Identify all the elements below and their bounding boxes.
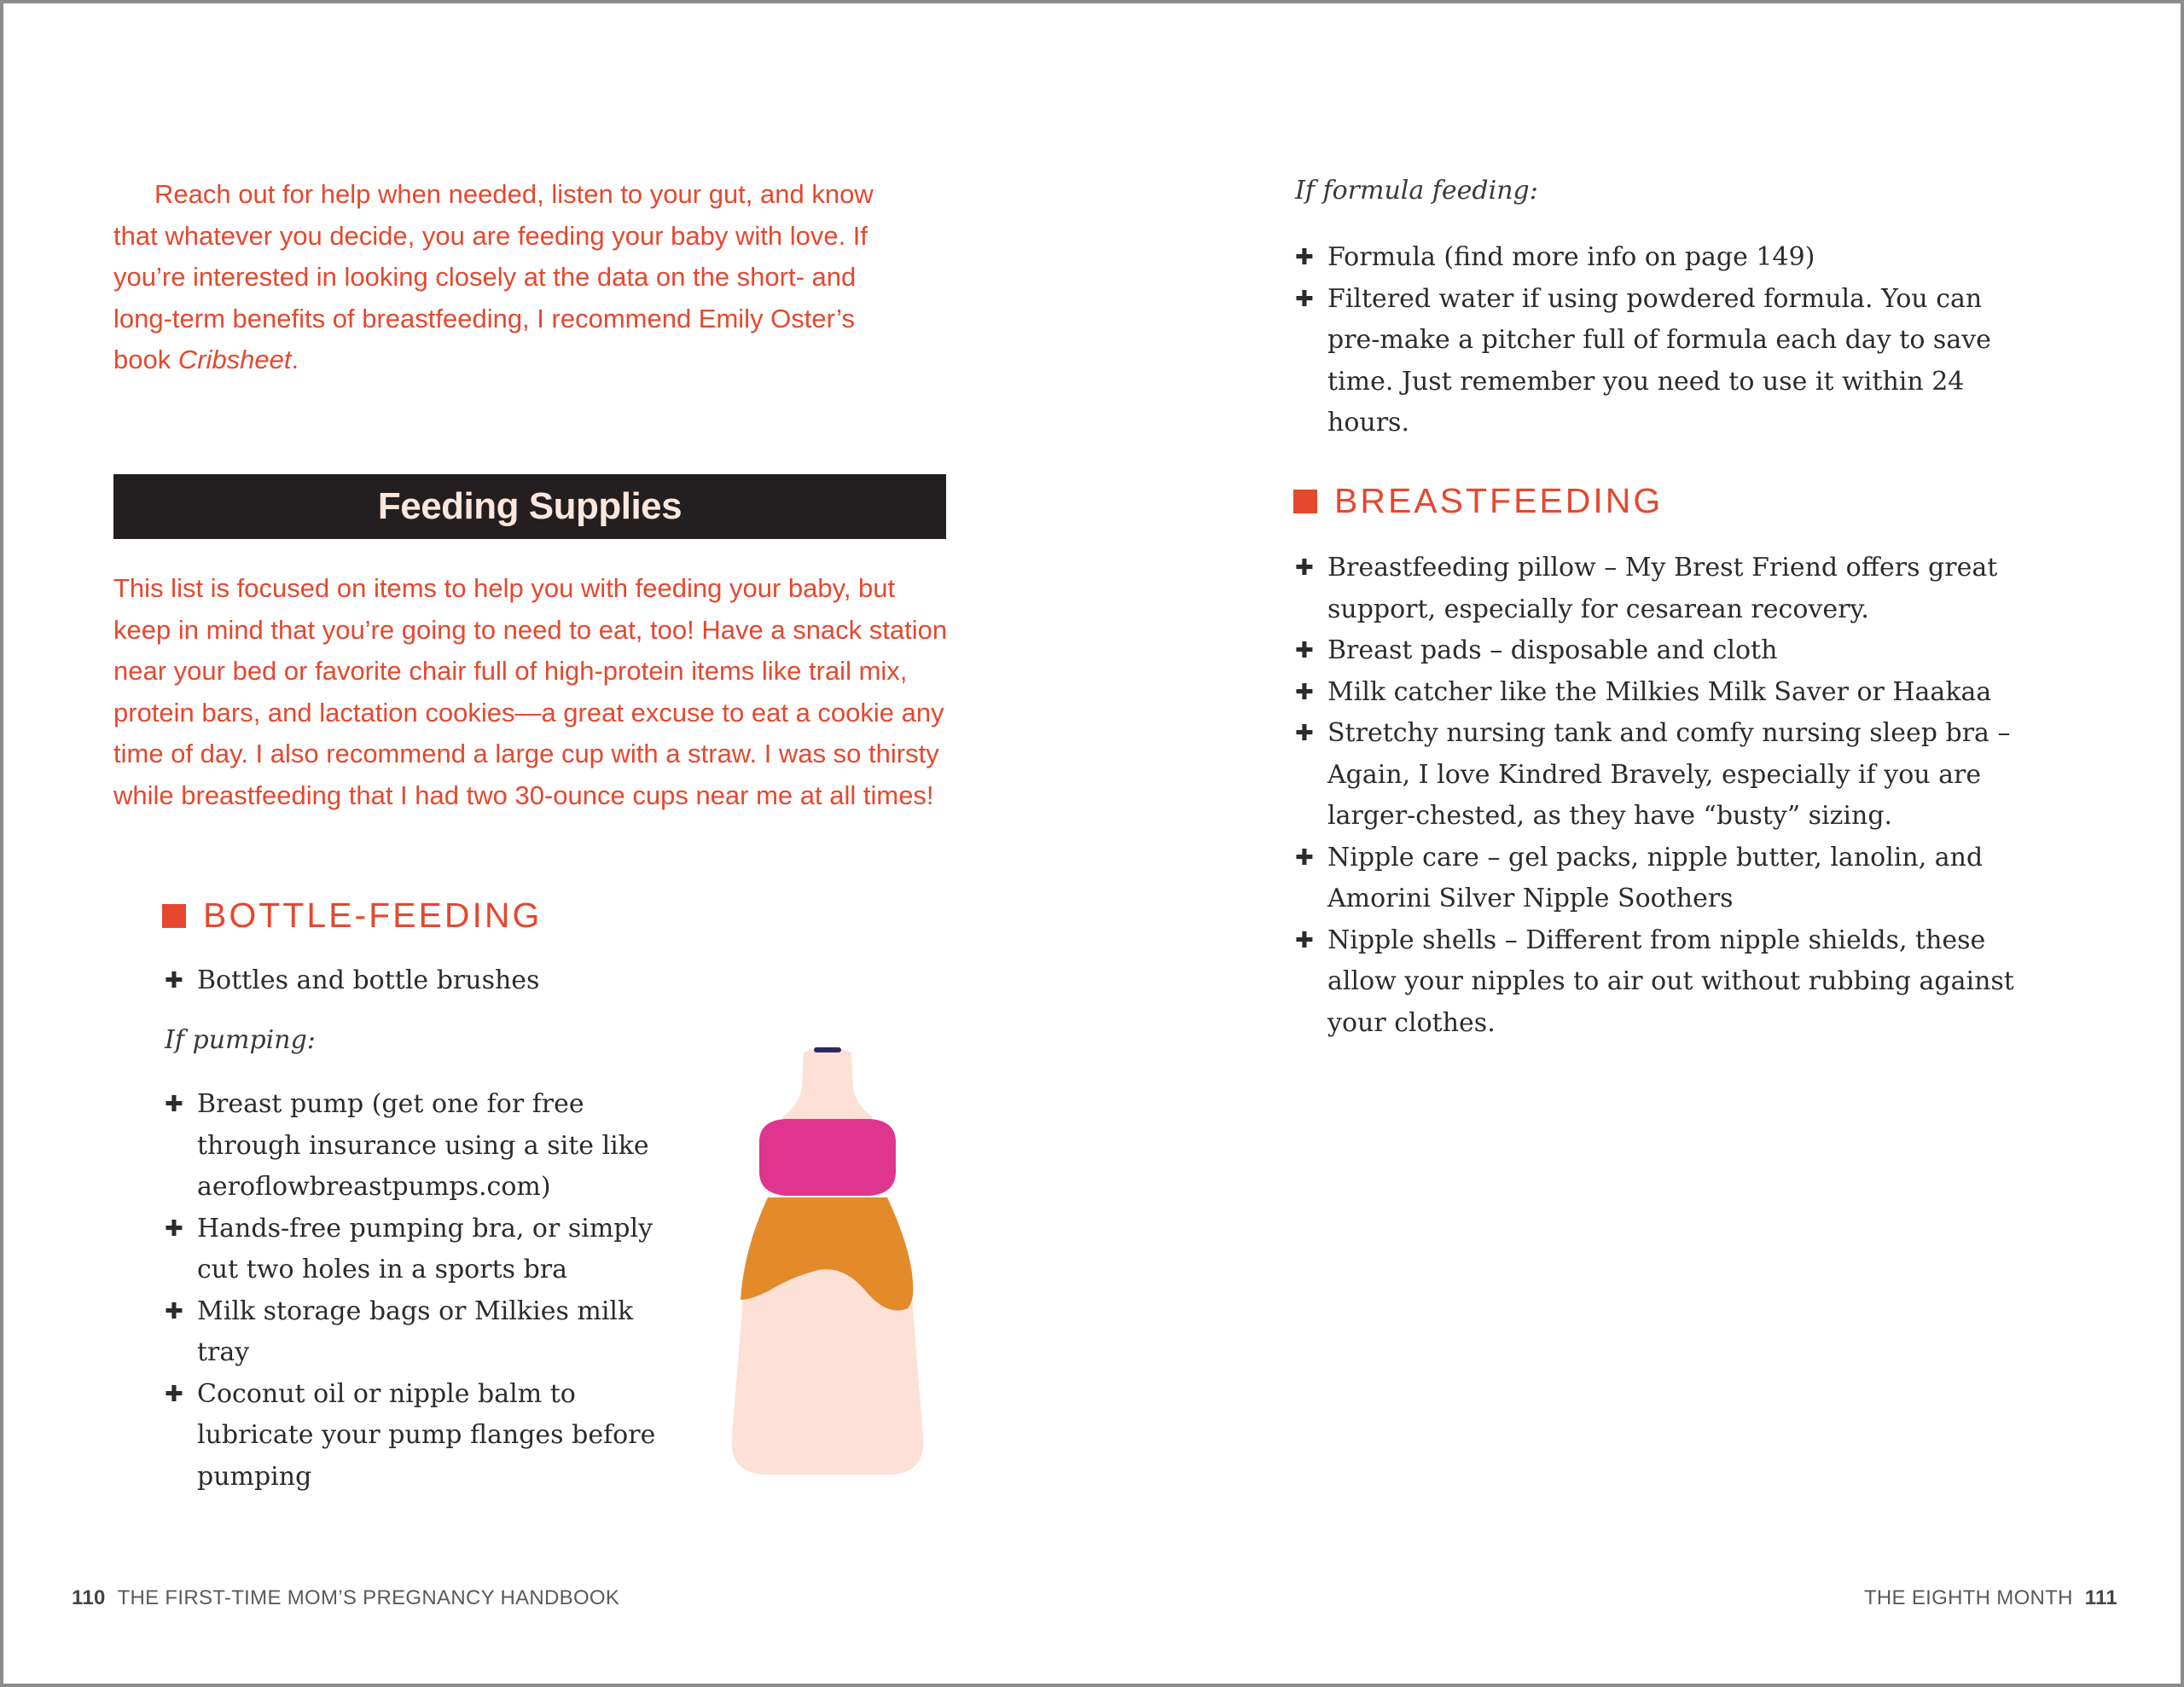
plus-bullet-icon: ✚ (1295, 927, 1314, 954)
list-item: ✚ Filtered water if using powdered formula. You can pre-make a pitcher full of formula each day to save time. Just remember you need to use it within 24 hours. (1295, 279, 2012, 444)
left-page-number: 110 (72, 1586, 106, 1609)
list-item: ✚ Stretchy nursing tank and comfy nursing sleep bra – Again, I love Kindred Bravely, especially if you are larger-chested, as they have “busty” sizing. (1295, 713, 2029, 838)
plus-bullet-icon: ✚ (165, 1298, 183, 1325)
formula-list (1295, 237, 2012, 444)
pumping-list (165, 1084, 677, 1498)
list-item: ✚ Hands-free pumping bra, or simply cut two holes in a sports bra (165, 1209, 677, 1291)
book-title-cribsheet: Cribsheet (177, 345, 292, 375)
square-bullet-icon (1293, 490, 1317, 513)
plus-bullet-icon: ✚ (165, 1092, 183, 1117)
formula-subhead: If formula feeding: (1295, 176, 1538, 206)
bottle-feeding-heading: BOTTLE-FEEDING (162, 896, 542, 936)
list-item: ✚ Breastfeeding pillow – My Brest Friend offers great support, especially for cesarean recovery. (1295, 548, 2029, 630)
breastfeeding-list (1295, 548, 2029, 1044)
list-item: ✚ Nipple shells – Different from nipple shields, these allow your nipples to air out without rubbing against your clothes. (1295, 920, 2029, 1045)
breastfeeding-heading: BREASTFEEDING (1293, 481, 1663, 521)
plus-bullet-icon: ✚ (1295, 721, 1314, 746)
square-bullet-icon (162, 904, 186, 928)
list-item: ✚ Milk catcher like the Milkies Milk Saver or Haakaa (1295, 672, 2029, 714)
plus-bullet-icon: ✚ (1295, 245, 1314, 270)
nipple-tip (814, 1047, 841, 1052)
plus-bullet-icon: ✚ (165, 1215, 183, 1242)
list-item: ✚ Formula (find more info on page 149) (1295, 237, 2012, 279)
list-item: ✚ Coconut oil or nipple balm to lubricate your pump flanges before pumping (165, 1374, 677, 1499)
plus-bullet-icon: ✚ (1295, 286, 1314, 312)
list-item: ✚ Milk storage bags or Milkies milk tray (165, 1291, 677, 1374)
left-footer (72, 1586, 619, 1610)
list-item: ✚ Breast pads – disposable and cloth (1295, 630, 2029, 672)
bottle-cap (759, 1119, 896, 1196)
right-running-title: THE EIGHTH MONTH (1863, 1586, 2073, 1609)
bottle-feeding-list (165, 960, 711, 1002)
plus-bullet-icon: ✚ (165, 1381, 183, 1407)
baby-bottle-illustration (725, 1035, 930, 1479)
feeding-supplies-banner (113, 474, 946, 539)
plus-bullet-icon: ✚ (1295, 844, 1314, 871)
list-item: ✚ Nipple care – gel packs, nipple butter, lanolin, and Amorini Silver Nipple Soothers (1295, 838, 2029, 920)
plus-bullet-icon: ✚ (165, 968, 183, 994)
right-page-number: 111 (2084, 1586, 2117, 1609)
list-item: ✚ Bottles and bottle brushes (165, 960, 711, 1002)
list-item: ✚ Breast pump (get one for free through insurance using a site like aeroflowbreastpumps.com) (165, 1084, 677, 1209)
supplies-paragraph: This list is focused on items to help you with feeding your baby, but keep in mind that you’re going to need to eat, too! Have a snack station near your bed or favorite chair full of high-protein items like trail mix, protein bars, and lactation cookies—a great excuse to eat a cookie any time of day. I also recommend a large cup with a straw. I was so thirsty while breastfeeding that I had two 30-ounce cups near me at all times! (113, 573, 948, 810)
pumping-subhead: If pumping: (165, 1025, 316, 1055)
right-footer (1864, 1586, 2117, 1610)
plus-bullet-icon: ✚ (1295, 555, 1314, 581)
banner-title: Feeding Supplies (377, 485, 682, 527)
left-running-title: THE FIRST-TIME MOM’S PREGNANCY HANDBOOK (117, 1586, 620, 1609)
intro-paragraph: Reach out for help when needed, listen to your gut, and know that whatever you decide, you are feeding your baby with love. If you’re interested in looking closely at the data on the short- and long-term benefits of breastfeeding, I recommend Emily Oster’s book Cribsheet. (113, 179, 874, 375)
plus-bullet-icon: ✚ (1295, 638, 1314, 664)
plus-bullet-icon: ✚ (1295, 679, 1314, 705)
